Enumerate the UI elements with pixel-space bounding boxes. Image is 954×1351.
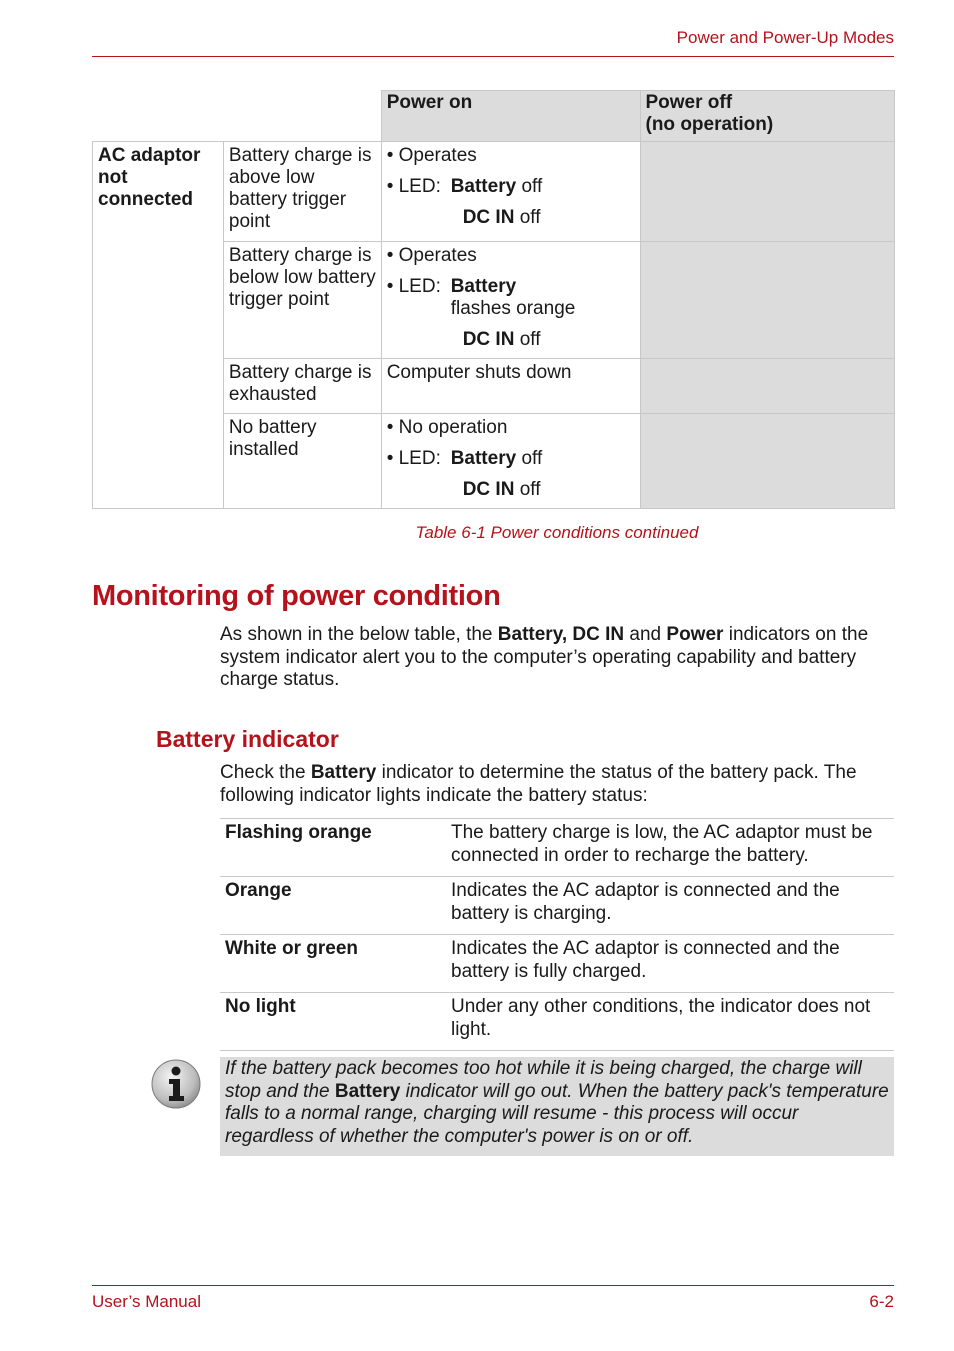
table-row — [220, 877, 894, 935]
operates-text: • No operation — [386, 417, 508, 438]
indicator-description: Indicates the AC adaptor is connected and the battery is fully charged. — [446, 935, 894, 993]
power-off-line2: (no operation) — [645, 114, 774, 135]
table-row — [220, 819, 894, 877]
indicator-description: The battery charge is low, the AC adaptor must be connected in order to recharge the battery. — [446, 819, 894, 877]
power-on-cell — [381, 142, 640, 242]
power-on-cell — [381, 242, 640, 359]
indicator-state: Flashing orange — [220, 819, 446, 877]
table-row — [93, 142, 895, 242]
condition-cell: Battery charge is above low battery trigger point — [223, 142, 381, 242]
battery-led-state: off — [521, 176, 543, 197]
info-icon — [150, 1058, 202, 1110]
subsection-intro: Check the Battery indicator to determine the status of the battery pack. The following indicator lights indicate the battery status: — [220, 762, 857, 806]
group-label-ac-adaptor: AC adaptor not connected — [93, 142, 224, 509]
dcin-led-state: off — [519, 207, 541, 228]
section-title: Monitoring of power condition — [92, 580, 501, 612]
battery-indicator-table — [220, 818, 894, 1051]
operates-text: • Operates — [386, 145, 477, 166]
condition-cell: Battery charge is below low battery trigger point — [223, 242, 381, 359]
indicator-description: Indicates the AC adaptor is connected and the battery is charging. — [446, 877, 894, 935]
table-header-row — [93, 91, 895, 142]
dcin-led-name: DC IN — [462, 479, 515, 500]
led-label: • LED: — [386, 448, 441, 469]
indicator-state: No light — [220, 993, 446, 1051]
footer-divider — [92, 1285, 894, 1286]
subsection-title: Battery indicator — [156, 726, 339, 752]
battery-led-state: off — [521, 448, 543, 469]
table-caption: Table 6-1 Power conditions continued — [415, 523, 699, 542]
power-conditions-table — [92, 90, 895, 509]
operates-text: • Operates — [386, 245, 477, 266]
power-off-cell — [640, 142, 895, 242]
power-on-cell — [381, 414, 640, 509]
power-off-cell — [640, 359, 895, 414]
battery-led-state: flashes orange — [450, 298, 576, 319]
table-row — [220, 935, 894, 993]
note-box: If the battery pack becomes too hot while it is being charged, the charge will stop and the Battery indicator will go out. When the battery pack's temperature falls to a normal range, charging will resume - this process will occur regardless of whether the computer's power is on or off. — [220, 1057, 894, 1156]
indicator-state: Orange — [220, 877, 446, 935]
condition-cell: No battery installed — [223, 414, 381, 509]
header-divider — [92, 56, 894, 57]
page-header-section-title: Power and Power-Up Modes — [676, 28, 894, 47]
battery-led-name: Battery — [450, 276, 517, 297]
condition-cell: Battery charge is exhausted — [223, 359, 381, 414]
dcin-led-name: DC IN — [462, 329, 515, 350]
indicator-description: Under any other conditions, the indicator does not light. — [446, 993, 894, 1051]
led-label: • LED: — [386, 176, 441, 197]
column-header-power-off — [640, 91, 895, 142]
header-blank-cell — [93, 91, 382, 142]
table-row — [220, 993, 894, 1051]
indicator-state: White or green — [220, 935, 446, 993]
column-header-power-on: Power on — [381, 91, 640, 142]
power-off-line1: Power off — [645, 92, 733, 113]
power-off-cell — [640, 414, 895, 509]
power-off-cell — [640, 242, 895, 359]
footer-page-number: 6-2 — [869, 1292, 894, 1311]
battery-led-name: Battery — [450, 448, 517, 469]
footer-manual-title: User’s Manual — [92, 1292, 201, 1311]
dcin-led-name: DC IN — [462, 207, 515, 228]
led-label: • LED: — [386, 276, 441, 297]
section-intro: As shown in the below table, the Battery, DC IN and Power indicators on the system indicator alert you to the computer’s operating capability and battery charge status. — [220, 624, 869, 690]
battery-led-name: Battery — [450, 176, 517, 197]
power-on-cell: Computer shuts down — [381, 359, 640, 414]
dcin-led-state: off — [519, 479, 541, 500]
dcin-led-state: off — [519, 329, 541, 350]
